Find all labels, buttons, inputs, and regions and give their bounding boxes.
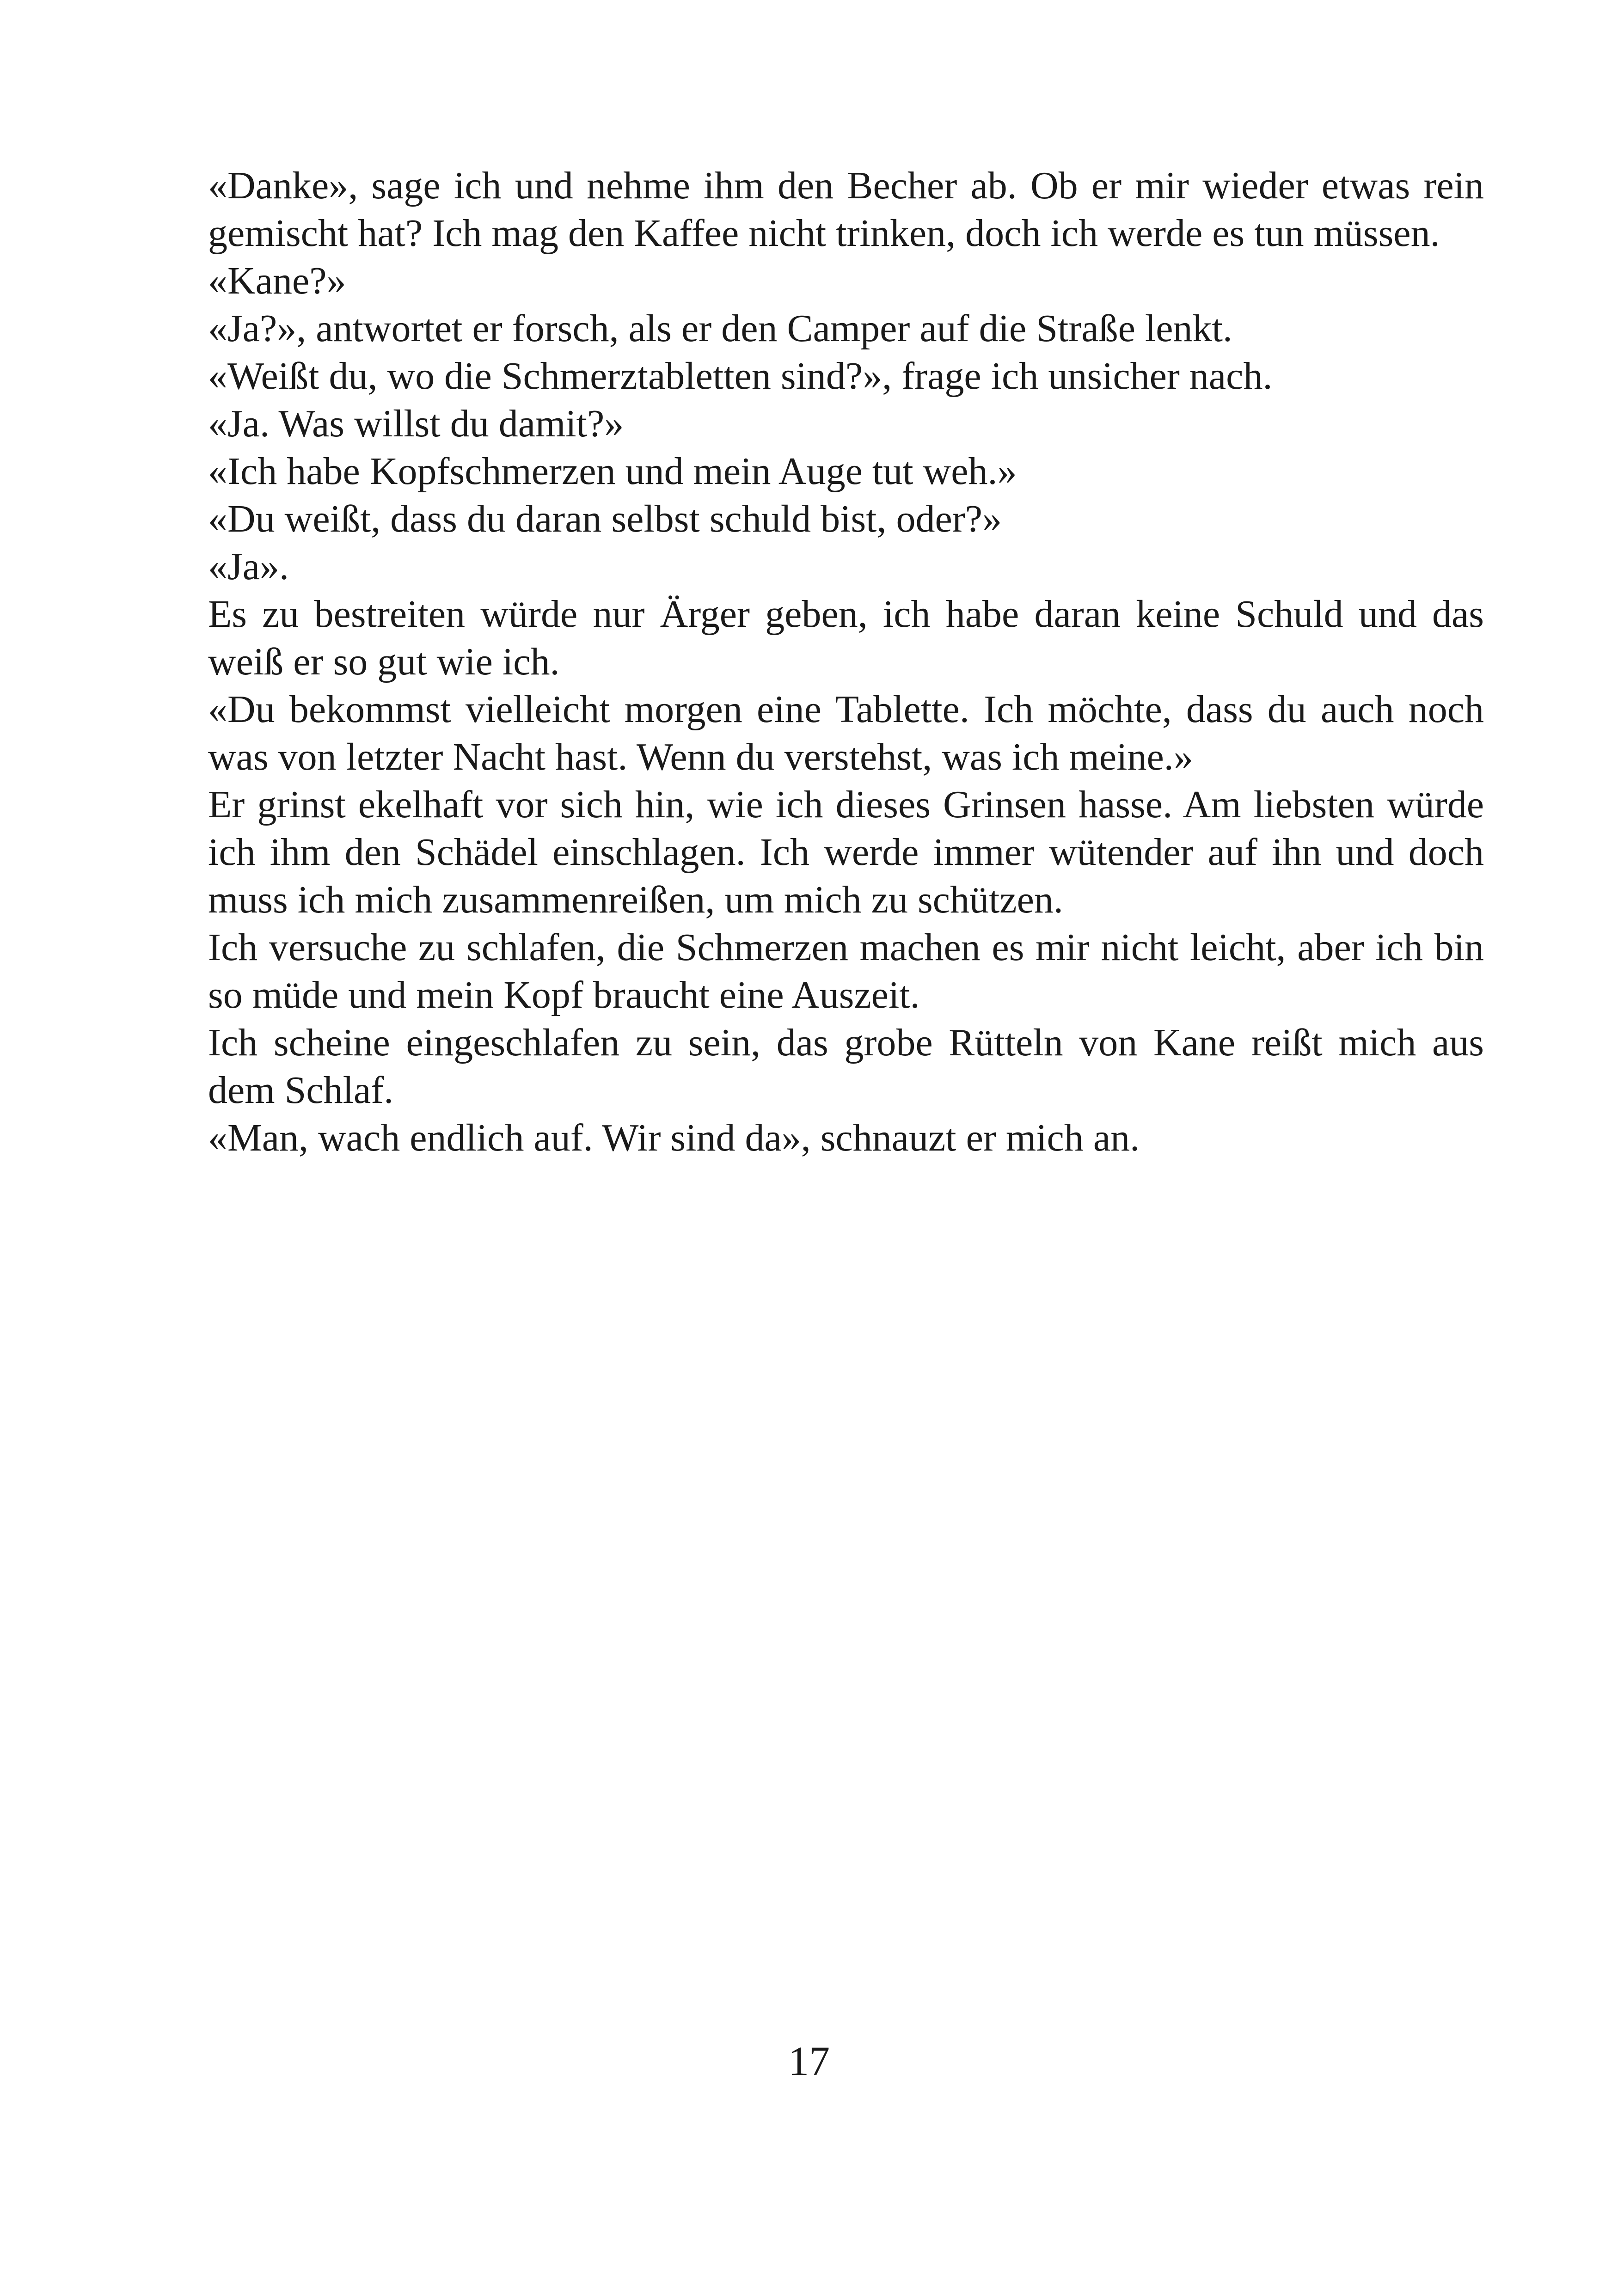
paragraph: «Kane?» — [208, 259, 346, 302]
paragraph: «Danke», sage ich und nehme ihm den Becher ab. Ob er mir wieder etwas rein gemischt hat? Ich mag den Kaffee nicht trinken, doch ich werde es tun müssen. — [208, 164, 1484, 255]
paragraph: «Ja». — [208, 545, 289, 588]
paragraph: «Du bekommst vielleicht morgen eine Tablette. Ich möchte, dass du auch noch was von letzter Nacht hast. Wenn du verstehst, was ich meine.» — [208, 688, 1484, 778]
paragraph: Er grinst ekelhaft vor sich hin, wie ich dieses Grinsen hasse. Am liebsten würde ich ihm den Schädel einschlagen. Ich werde immer wütender auf ihn und doch muss ich mich zusammenreißen, um mich zu schützen. — [208, 783, 1484, 921]
paragraph: «Weißt du, wo die Schmerztabletten sind?», frage ich unsicher nach. — [208, 355, 1273, 398]
paragraph: «Man, wach endlich auf. Wir sind da», schnauzt er mich an. — [208, 1116, 1140, 1159]
page-number: 17 — [788, 2039, 830, 2084]
paragraph: Ich scheine eingeschlafen zu sein, das grobe Rütteln von Kane reißt mich aus dem Schlaf. — [208, 1021, 1484, 1112]
paragraph: Es zu bestreiten würde nur Ärger geben, ich habe daran keine Schuld und das weiß er so gut wie ich. — [208, 593, 1484, 683]
paragraph: Ich versuche zu schlafen, die Schmerzen machen es mir nicht leicht, aber ich bin so müde und mein Kopf braucht eine Auszeit. — [208, 926, 1484, 1016]
paragraph: «Du weißt, dass du daran selbst schuld bist, oder?» — [208, 497, 1002, 540]
paragraph: «Ich habe Kopfschmerzen und mein Auge tut weh.» — [208, 450, 1017, 493]
body-text — [208, 162, 1484, 1162]
paragraph: «Ja?», antwortet er forsch, als er den Camper auf die Straße lenkt. — [208, 307, 1232, 350]
paragraph: «Ja. Was willst du damit?» — [208, 402, 624, 445]
